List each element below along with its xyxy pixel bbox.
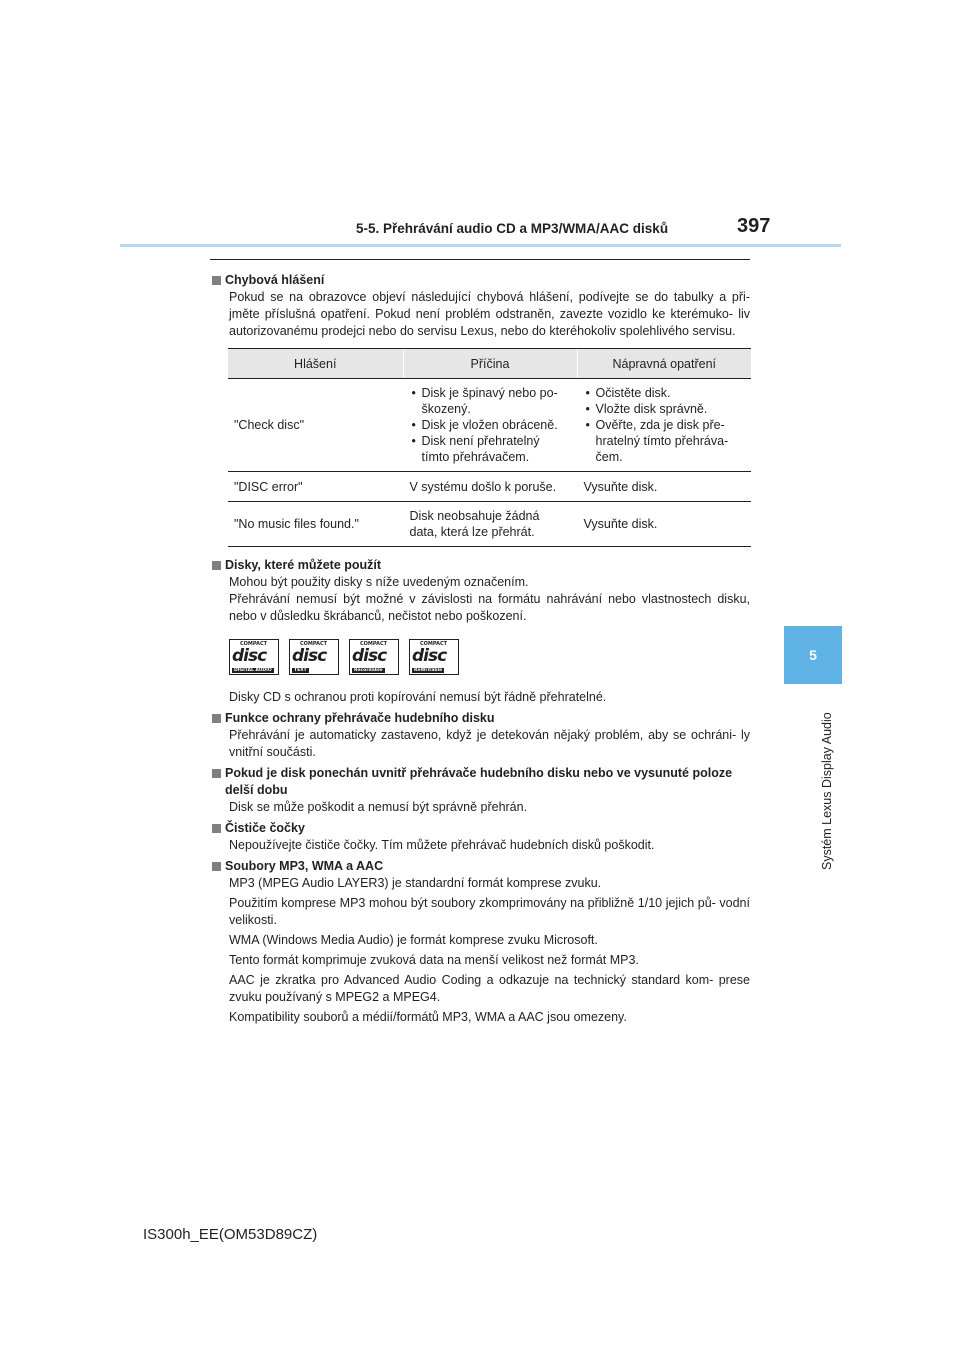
logo-top-text: COMPACT	[300, 641, 328, 647]
logo-bottom-text: ReWritable	[414, 668, 443, 673]
logo-bottom-text: DIGITAL AUDIO	[234, 668, 272, 673]
list-item: • Vložte disk správně.	[596, 401, 746, 417]
list-item: • Ověřte, zda je disk pře- hratelný tímto přehráva- čem.	[596, 417, 746, 465]
compact-disc-text-logo	[289, 639, 339, 675]
list-item: • Očistěte disk.	[596, 385, 746, 401]
logo-top-text: COMPACT	[360, 641, 388, 647]
heading-text: Pokud je disk ponechán uvnitř přehrávače hudebního disku nebo ve vysunuté poloze delší dobu	[225, 766, 733, 797]
paragraph: Disk se může poškodit a nemusí být správně přehrán.	[229, 800, 528, 814]
logo-top-text: COMPACT	[240, 641, 268, 647]
disc-logos	[229, 639, 750, 675]
paragraph: Tento formát komprimuje zvuková data na menší velikost než formát MP3.	[229, 953, 639, 967]
manual-code: IS300h_EE(OM53D89CZ)	[143, 1226, 318, 1243]
square-bullet-icon	[212, 769, 221, 778]
compact-disc-recordable-logo	[349, 639, 399, 675]
logo-main-text: disc	[292, 646, 327, 666]
chapter-number: 5	[809, 647, 817, 663]
square-bullet-icon	[212, 561, 221, 570]
header-rule	[120, 244, 841, 247]
paragraph: Pokud se na obrazovce objeví následující chybová hlášení, podívejte se do tabulky a při- jměte příslušná opatření. Pokud není problém odstraněn, zavezte vozidlo ke kterémuko- liv autorizovanému prodejci nebo do servisu Lexus, nebo do kteréhokoliv spolehlivého servisu.	[229, 290, 750, 338]
section-heading	[212, 858, 750, 875]
logo-main-text: disc	[412, 646, 447, 666]
paragraph: Kompatibility souborů a médií/formátů MP3, WMA a AAC jsou omezeny.	[229, 1010, 627, 1024]
table-row	[228, 472, 751, 502]
square-bullet-icon	[212, 862, 221, 871]
compact-disc-logo	[229, 639, 279, 675]
paragraph: Nepoužívejte čističe čočky. Tím můžete přehrávač hudebních disků poškodit.	[229, 838, 655, 852]
heading-text: Funkce ochrany přehrávače hudebního disku	[225, 711, 495, 725]
table-header-row	[228, 349, 751, 379]
square-bullet-icon	[212, 824, 221, 833]
section-heading	[212, 710, 750, 727]
heading-text: Čističe čočky	[225, 821, 305, 835]
square-bullet-icon	[212, 276, 221, 285]
section-heading	[212, 820, 750, 837]
chapter-title: Systém Lexus Display Audio	[820, 712, 834, 870]
list-item: • Disk není přehratelný tímto přehrávačem.	[422, 433, 571, 465]
paragraph: Použitím komprese MP3 mohou být soubory zkomprimovány na přibližně 1/10 jejich pů- vodní velikosti.	[229, 896, 750, 927]
section-heading	[212, 765, 750, 799]
list-item: • Disk je špinavý nebo po- škozený.	[422, 385, 571, 417]
table-cell: "Check disc"	[228, 379, 403, 472]
paragraph: Disky CD s ochranou proti kopírování nemusí být řádně přehratelné.	[229, 690, 607, 704]
table-cell: Disk neobsahuje žádná data, která lze přehrát.	[403, 502, 577, 547]
column-header: Příčina	[403, 349, 577, 379]
logo-top-text: COMPACT	[420, 641, 448, 647]
column-header: Nápravná opatření	[577, 349, 751, 379]
paragraph: MP3 (MPEG Audio LAYER3) je standardní formát komprese zvuku.	[229, 876, 602, 890]
error-message-table	[228, 348, 751, 547]
paragraph: Mohou být použity disky s níže uvedeným označením.	[229, 575, 529, 589]
table-cell: Vysuňte disk.	[577, 472, 751, 502]
table-cell: V systému došlo k poruše.	[403, 472, 577, 502]
logo-bottom-text: TEXT	[294, 668, 307, 673]
paragraph: WMA (Windows Media Audio) je formát komprese zvuku Microsoft.	[229, 933, 598, 947]
section-heading	[212, 557, 750, 574]
compact-disc-rewritable-logo	[409, 639, 459, 675]
table-cell: Vysuňte disk.	[577, 502, 751, 547]
chapter-number-tab	[784, 626, 842, 684]
content-top-rule	[210, 259, 750, 260]
table-cell: "DISC error"	[228, 472, 403, 502]
table-cell	[577, 379, 751, 472]
table-cell	[403, 379, 577, 472]
paragraph: Přehrávání nemusí být možné v závislosti na formátu nahrávání nebo vlastnostech disku, nebo v důsledku škrábanců, nečistot nebo poškození.	[229, 592, 750, 623]
paragraph: AAC je zkratka pro Advanced Audio Coding a odkazuje na technický standard kom- prese zvuku používaný s MPEG2 a MPEG4.	[229, 973, 750, 1004]
column-header: Hlášení	[228, 349, 403, 379]
paragraph: Přehrávání je automaticky zastaveno, když je detekován nějaký problém, aby se ochráni- ly vnitřní součásti.	[229, 728, 750, 759]
list-item: • Disk je vložen obráceně.	[422, 417, 571, 433]
header-title: 5-5. Přehrávání audio CD a MP3/WMA/AAC disků	[356, 221, 669, 236]
logo-main-text: disc	[352, 646, 387, 666]
table-row	[228, 502, 751, 547]
page-number: 397	[737, 215, 771, 237]
square-bullet-icon	[212, 714, 221, 723]
logo-bottom-text: Recordable	[354, 668, 383, 673]
page-content	[212, 268, 750, 1029]
logo-main-text: disc	[232, 646, 267, 666]
chapter-title-vertical	[804, 690, 834, 880]
table-row	[228, 379, 751, 472]
section-heading	[212, 272, 750, 289]
heading-text: Soubory MP3, WMA a AAC	[225, 859, 384, 873]
heading-text: Chybová hlášení	[225, 273, 325, 287]
heading-text: Disky, které můžete použít	[225, 558, 382, 572]
table-cell: "No music files found."	[228, 502, 403, 547]
